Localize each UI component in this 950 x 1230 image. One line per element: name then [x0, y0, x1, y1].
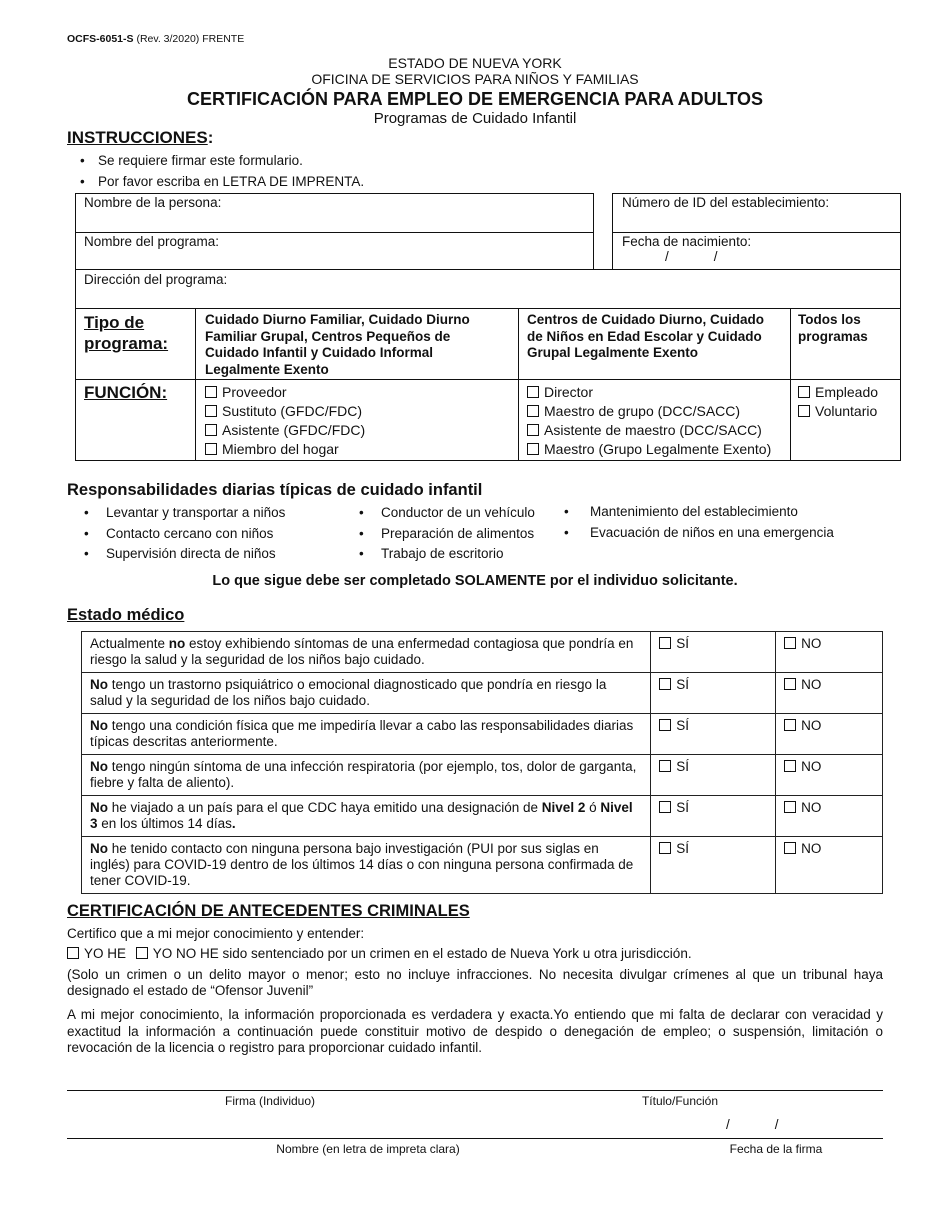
role-label: Empleado [815, 384, 879, 400]
checkbox[interactable] [784, 801, 796, 813]
checkbox[interactable] [659, 637, 671, 649]
role-teacher-assistant-option[interactable] [527, 421, 771, 440]
birth-date-field[interactable]: Fecha de nacimiento: [622, 234, 752, 249]
responsibility-item: • Conductor de un vehículo [355, 503, 535, 524]
no-label: NO [801, 800, 822, 815]
no-label: NO [801, 841, 822, 856]
criminal-no-option[interactable] [136, 946, 692, 961]
responsibility-item: • Supervisión directa de niños [80, 544, 285, 565]
header-office: OFICINA DE SERVICIOS PARA NIÑOS Y FAMILIAS [311, 71, 639, 87]
checkbox[interactable] [136, 947, 148, 959]
responsibility-item: • Trabajo de escritorio [355, 544, 535, 565]
criminal-affirmation: A mi mejor conocimiento, la información proporcionada es verdadera y exacta.Yo entiendo que mi falta de declarar con veracidad y exactitud la información a continuación puede constituir motivo de despido o denegación de empleo; o suspensión, limitación o revocación de la licencia o registro para proporcionar cuidado infantil. [67, 1007, 883, 1055]
table-row [82, 632, 883, 673]
criminal-note: (Solo un crimen o un delito mayor o menor; esto no incluye infracciones. No necesita divulgar crímenes al que un tribunal haya designado el estado de “Ofensor Juvenil” [67, 967, 883, 998]
criminal-heading: CERTIFICACIÓN DE ANTECEDENTES CRIMINALES [67, 902, 470, 920]
role-label: Voluntario [815, 403, 878, 419]
signature-line [67, 1090, 883, 1091]
role-label: Miembro del hogar [222, 441, 339, 457]
form-code [67, 33, 244, 45]
medical-heading: Estado médico [67, 606, 185, 624]
role-household-member-option[interactable] [205, 440, 365, 459]
medical-table [81, 631, 883, 894]
name-line [67, 1138, 883, 1139]
no-option[interactable] [776, 714, 883, 755]
instruction-item: • Se requiere firmar este formulario. [80, 150, 364, 171]
no-option[interactable] [776, 632, 883, 673]
responsibilities-col1 [80, 503, 285, 565]
responsibility-item: • Contacto cercano con niños [80, 524, 285, 545]
checkbox[interactable] [659, 678, 671, 690]
instruction-item: • Por favor escriba en LETRA DE IMPRENTA. [80, 171, 364, 192]
checkbox[interactable] [659, 760, 671, 772]
yes-label: SÍ [676, 841, 690, 856]
header-state: ESTADO DE NUEVA YORK [388, 55, 562, 71]
checkbox[interactable] [659, 842, 671, 854]
checkbox[interactable] [659, 719, 671, 731]
birth-date-slashes: / / [665, 249, 718, 264]
instructions-heading [67, 128, 213, 148]
printed-name-label: Nombre (en letra de impreta clara) [276, 1142, 460, 1156]
criminal-no-label: YO NO HE sido sentenciado por un crimen en el estado de Nueva York u otra jurisdicción. [152, 946, 692, 961]
responsibilities-col3 [560, 502, 834, 543]
title-function-label: Título/Función [641, 1094, 719, 1108]
person-name-field[interactable]: Nombre de la persona: [84, 195, 222, 210]
no-label: NO [801, 636, 822, 651]
yes-label: SÍ [676, 800, 690, 815]
no-option[interactable] [776, 755, 883, 796]
no-option[interactable] [776, 837, 883, 894]
checkbox[interactable] [205, 443, 217, 455]
signature-label: Firma (Individuo) [224, 1094, 316, 1108]
checkbox[interactable] [659, 801, 671, 813]
program-address-field[interactable]: Dirección del programa: [84, 272, 228, 287]
yes-label: SÍ [676, 677, 690, 692]
role-label: Director [544, 384, 594, 400]
role-teacher-exempt-option[interactable] [527, 440, 771, 459]
function-col3 [798, 383, 878, 421]
program-type-col2: Centros de Cuidado Diurno, Cuidado de Niños en Edad Escolar y Cuidado Grupal Legalmente Exento [527, 312, 764, 360]
checkbox[interactable] [67, 947, 79, 959]
role-label: Maestro (Grupo Legalmente Exento) [544, 441, 772, 457]
role-substitute-option[interactable] [205, 402, 365, 421]
function-col1 [205, 383, 365, 459]
role-label: Sustituto (GFDC/FDC) [222, 403, 363, 419]
checkbox[interactable] [527, 405, 539, 417]
no-option[interactable] [776, 796, 883, 837]
role-director-option[interactable] [527, 383, 771, 402]
responsibility-item: • Evacuación de niños en una emergencia [560, 523, 834, 544]
yes-option[interactable] [651, 632, 776, 673]
instructions-heading-colon: : [207, 128, 214, 147]
responsibility-item: • Levantar y transportar a niños [80, 503, 285, 524]
instructions-list [80, 150, 364, 192]
role-label: Asistente (GFDC/FDC) [222, 422, 366, 438]
function-label: FUNCIÓN: [84, 383, 168, 402]
checkbox[interactable] [205, 405, 217, 417]
checkbox[interactable] [527, 424, 539, 436]
signature-date-slashes: / / [726, 1117, 779, 1132]
responsibilities-col2 [355, 503, 535, 565]
checkbox[interactable] [784, 760, 796, 772]
instructions-heading-text: INSTRUCCIONES [67, 128, 208, 147]
program-type-col3: Todos los programas [798, 312, 868, 344]
checkbox[interactable] [205, 386, 217, 398]
checkbox[interactable] [205, 424, 217, 436]
medical-question: No he tenido contacto con ninguna persona bajo investigación (PUI por sus siglas en inglés) para COVID-19 dentro de los últimos 14 días o con ninguna persona confirmada de tener COVID-19. [82, 837, 651, 894]
checkbox[interactable] [784, 719, 796, 731]
role-assistant-option[interactable] [205, 421, 365, 440]
checkbox[interactable] [784, 842, 796, 854]
table-row [82, 673, 883, 714]
applicant-notice: Lo que sigue debe ser completado SOLAMENTE por el individuo solicitante. [212, 573, 738, 589]
criminal-certify-text: Certifico que a mi mejor conocimiento y entender: [67, 926, 365, 941]
role-group-teacher-option[interactable] [527, 402, 771, 421]
responsibilities-heading: Responsabilidades diarias típicas de cuidado infantil [67, 481, 483, 499]
role-volunteer-option[interactable] [798, 402, 878, 421]
checkbox[interactable] [527, 443, 539, 455]
function-col2 [527, 383, 771, 459]
criminal-yes-option[interactable] [67, 946, 126, 961]
no-label: NO [801, 718, 822, 733]
table-row [82, 714, 883, 755]
page-title: CERTIFICACIÓN PARA EMPLEO DE EMERGENCIA PARA ADULTOS [186, 89, 764, 109]
medical-question: Actualmente no estoy exhibiendo síntomas de una enfermedad contagiosa que pondría en riesgo la salud y la seguridad de los niños bajo cuidado. [82, 632, 651, 673]
yes-label: SÍ [676, 718, 690, 733]
role-label: Maestro de grupo (DCC/SACC) [544, 403, 741, 419]
form-code-number: OCFS-6051-S [67, 33, 134, 45]
role-label: Proveedor [222, 384, 287, 400]
yes-label: SÍ [676, 759, 690, 774]
yes-option[interactable] [651, 837, 776, 894]
role-employee-option[interactable] [798, 383, 878, 402]
program-type-col1: Cuidado Diurno Familiar, Cuidado Diurno Familiar Grupal, Centros Pequeños de Cuidado Infantil y Cuidado Informal Legalmente Exento [205, 312, 470, 377]
yes-option[interactable] [651, 714, 776, 755]
responsibility-item: • Preparación de alimentos [355, 524, 535, 545]
page-subtitle: Programas de Cuidado Infantil [373, 110, 577, 127]
no-label: NO [801, 677, 822, 692]
yes-label: SÍ [676, 636, 690, 651]
table-row [82, 837, 883, 894]
checkbox[interactable] [527, 386, 539, 398]
form-revision: (Rev. 3/2020) FRENTE [136, 33, 245, 45]
checkbox[interactable] [798, 405, 810, 417]
signature-date-label: Fecha de la firma [729, 1142, 823, 1156]
no-option[interactable] [776, 673, 883, 714]
checkbox[interactable] [784, 637, 796, 649]
checkbox[interactable] [784, 678, 796, 690]
yes-option[interactable] [651, 796, 776, 837]
responsibility-item: • Mantenimiento del establecimiento [560, 502, 834, 523]
yes-option[interactable] [651, 673, 776, 714]
criminal-yes-label: YO HE [84, 946, 127, 961]
medical-question: No he viajado a un país para el que CDC haya emitido una designación de Nivel 2 ó Nivel 3 en los últimos 14 días. [82, 796, 651, 837]
checkbox[interactable] [798, 386, 810, 398]
table-row [82, 755, 883, 796]
criminal-options [67, 946, 692, 961]
program-name-field[interactable]: Nombre del programa: [84, 234, 220, 249]
facility-id-field[interactable]: Número de ID del establecimiento: [622, 195, 830, 210]
role-label: Asistente de maestro (DCC/SACC) [544, 422, 762, 438]
program-type-label: Tipo de programa: [84, 313, 169, 353]
medical-question: No tengo un trastorno psiquiátrico o emocional diagnosticado que pondría en riesgo la salud y la seguridad de los niños bajo cuidado. [82, 673, 651, 714]
table-row [82, 796, 883, 837]
medical-question: No tengo una condición física que me impediría llevar a cabo las responsabilidades diarias típicas descritas anteriormente. [82, 714, 651, 755]
role-provider-option[interactable] [205, 383, 365, 402]
yes-option[interactable] [651, 755, 776, 796]
medical-question: No tengo ningún síntoma de una infección respiratoria (por ejemplo, tos, dolor de garganta, fiebre y falta de aliento). [82, 755, 651, 796]
no-label: NO [801, 759, 822, 774]
